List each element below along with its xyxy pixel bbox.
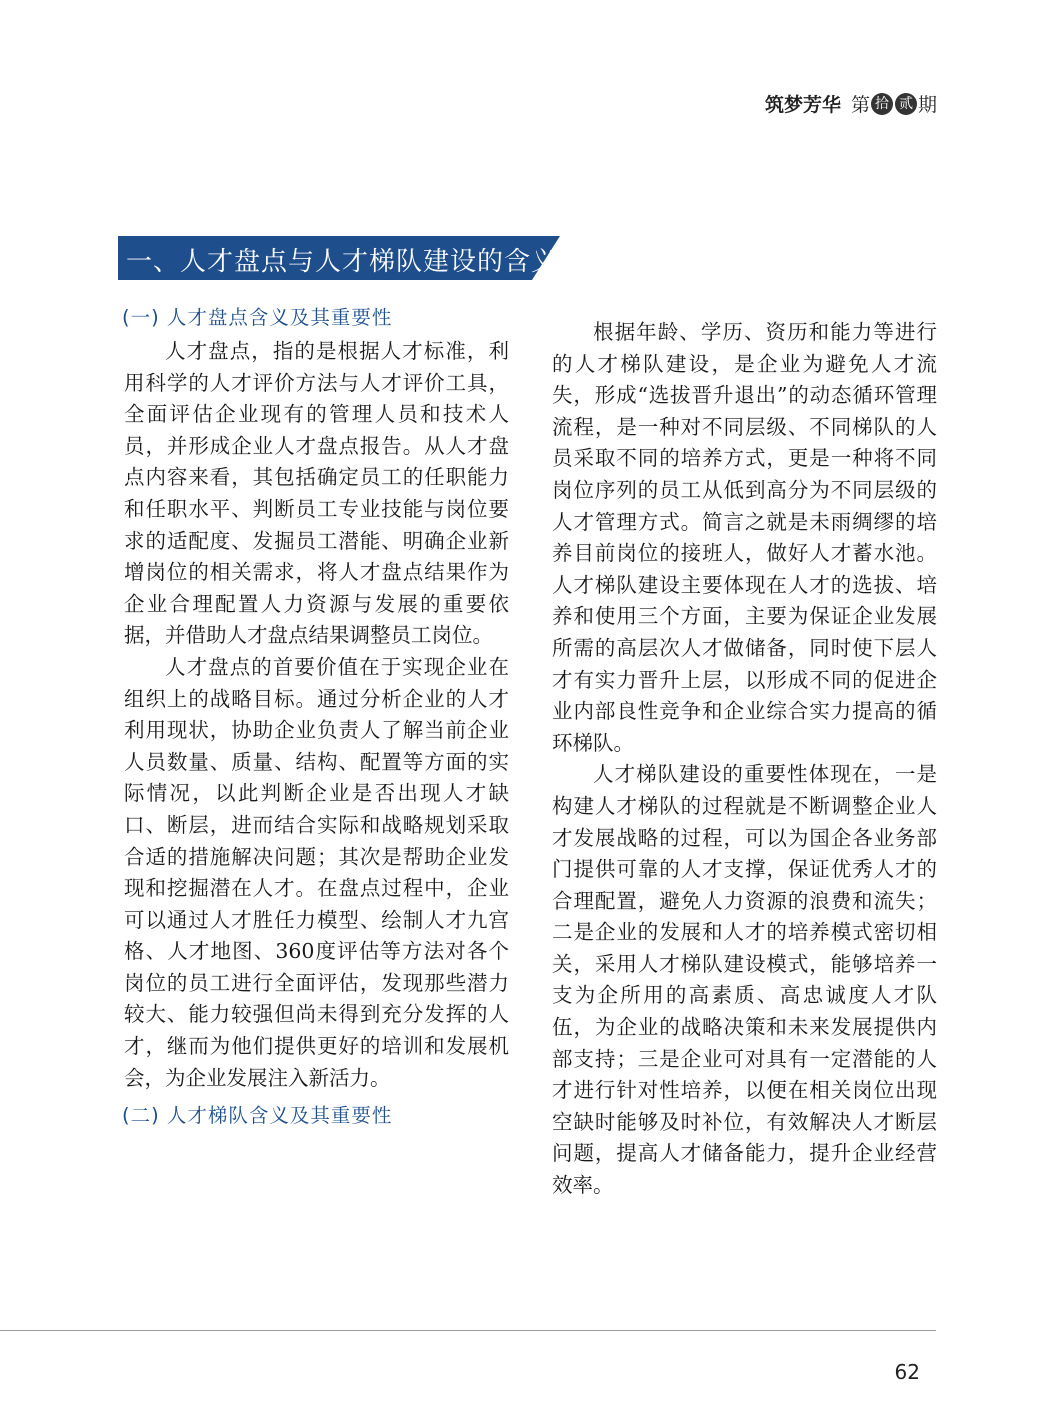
left-column [124,300,509,1134]
paragraph: 根据年龄、学历、资历和能力等进行的人才梯队建设，是企业为避免人才流失，形成“选拔晋升退出”的动态循环管理流程，是一种对不同层级、不同梯队的人员采取不同的培养方式，更是一种将不同岗位序列的员工从低到高分为不同层级的人才管理方式。简言之就是未雨绸缪的培养目前岗位的接班人，做好人才蓄水池。人才梯队建设主要体现在人才的选拔、培养和使用三个方面，主要为保证企业发展所需的高层次人才做储备，同时使下层人才有实力晋升上层，以形成不同的促进企业内部良性竞争和企业综合实力提高的循环梯队。 [552,320,937,755]
publication-name: 筑梦芳华 [764,94,841,116]
running-header [765,90,937,117]
issue-number-badge-2: 贰 [895,93,917,115]
issue-suffix: 期 [917,94,937,116]
section-title-banner [118,236,560,280]
paragraph: 人才盘点，指的是根据人才标准，利用科学的人才评价方法与人才评价工具，全面评估企业现有的管理人员和技术人员，并形成企业人才盘点报告。从人才盘点内容来看，其包括确定员工的任职能力和任职水平、判断员工专业技能与岗位要求的适配度、发掘员工潜能、明确企业新增岗位的相关需求，将人才盘点结果作为企业合理配置人力资源与发展的重要依据，并借助人才盘点结果调整员工岗位。 [124,339,509,648]
issue-prefix: 第 [850,94,870,116]
subheading-talent-review: (一) 人才盘点含义及其重要性 [122,306,393,329]
page-number: 62 [894,1360,920,1384]
right-column [552,317,937,1202]
footer-divider [0,1330,936,1331]
issue-number-badge-1: 拾 [871,93,893,115]
section-title: 一、人才盘点与人才梯队建设的含义 [126,247,559,277]
subheading-talent-pipeline: (二) 人才梯队含义及其重要性 [122,1104,393,1128]
paragraph: 人才盘点的首要价值在于实现企业在组织上的战略目标。通过分析企业的人才利用现状，协助企业负责人了解当前企业人员数量、质量、结构、配置等方面的实际情况，以此判断企业是否出现人才缺口、断层，进而结合实际和战略规划采取合适的措施解决问题；其次是帮助企业发现和挖掘潜在人才。在盘点过程中，企业可以通过人才胜任力模型、绘制人才九宫格、人才地图、360度评估等方法对各个岗位的员工进行全面评估，发现那些潜力较大、能力较强但尚未得到充分发挥的人才，继而为他们提供更好的培训和发展机会，为企业发展注入新活力。 [124,654,509,1090]
paragraph: 人才梯队建设的重要性体现在，一是构建人才梯队的过程就是不断调整企业人才发展战略的过程，可以为国企各业务部门提供可靠的人才支撑，保证优秀人才的合理配置，避免人力资源的浪费和流失；二是企业的发展和人才的培养模式密切相关，采用人才梯队建设模式，能够培养一支为企所用的高素质、高忠诚度人才队伍，为企业的战略决策和未来发展提供内部支持；三是企业可对具有一定潜能的人才进行针对性培养，以便在相关岗位出现空缺时能够及时补位，有效解决人才断层问题，提高人才储备能力，提升企业经营效率。 [552,762,937,1198]
